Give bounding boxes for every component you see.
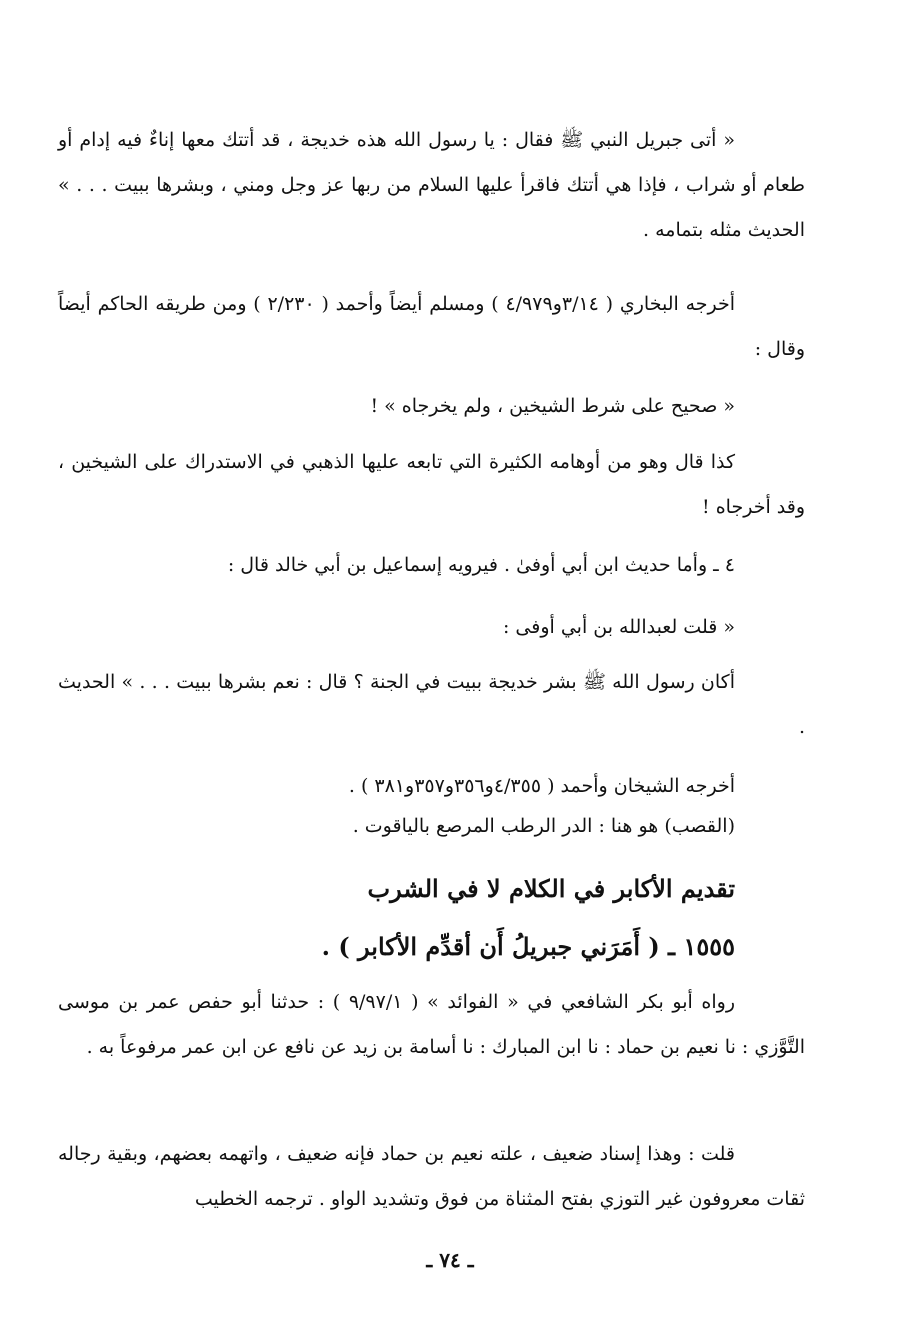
paragraph-shafii-fawaid: رواه أبو بكر الشافعي في « الفوائد » ( ٩/٩٧/١ ) : حدثنا أبو حفص عمر بن موسى التَّوَّزي : نا نعيم بن حماد : نا ابن المبارك : نا أسامة بن زيد عن نافع عن ابن عمر مرفوعاً به . <box>58 991 805 1058</box>
paragraph-hadith-jibril: « أتى جبريل النبي ﷺ فقال : يا رسول الله هذه خديجة ، قد أتتك معها إناءٌ فيه إدام أو طعام أو شراب ، فإذا هي أتتك فاقرأ عليها السلام من ربها عز وجل ومني ، وبشرها ببيت . . . » الحديث مثله بتمامه . <box>58 129 805 241</box>
section-heading: تقديم الأكابر في الكلام لا في الشرب <box>367 874 735 903</box>
hadith-heading-1555: ١٥٥٥ ـ ( أَمَرَني جبريلُ أَن أقدِّم الأكابر ) . <box>321 932 735 961</box>
paragraph-bushra-question: أكان رسول الله ﷺ بشر خديجة ببيت في الجنة ؟ قال : نعم بشرها ببيت . . . » الحديث . <box>58 671 805 738</box>
paragraph-isnad-weak: قلت : وهذا إسناد ضعيف ، علته نعيم بن حماد فإنه ضعيف ، واتهمه بعضهم، وبقية رجاله ثقات معروفون غير التوزي بفتح المثناة من فوق وتشديد الواو . ترجمه الخطيب <box>58 1143 805 1210</box>
paragraph-takhrij-bukhari: أخرجه البخاري ( ٣/١٤و٤/٩٧٩ ) ومسلم أيضاً وأحمد ( ٢/٢٣٠ ) ومن طريقه الحاكم أيضاً وقال : <box>58 293 805 360</box>
page-number: ـ ٧٤ ـ <box>426 1248 474 1272</box>
paragraph-takhrij-shaykhan: أخرجه الشيخان وأحمد ( ٤/٣٥٥و٣٥٦و٣٥٧و٣٨١ ) . <box>348 775 735 797</box>
paragraph-ibn-abi-awfa: ٤ ـ وأما حديث ابن أبي أوفىٰ . فيرويه إسماعيل بن أبي خالد قال : <box>227 554 735 576</box>
paragraph-abdullah-quote: « قلت لعبدالله بن أبي أوفى : <box>502 616 735 638</box>
paragraph-hakim-quote: « صحيح على شرط الشيخين ، ولم يخرجاه » ! <box>370 395 735 417</box>
paragraph-dhahabi-note: كذا قال وهو من أوهامه الكثيرة التي تابعه عليها الذهبي في الاستدراك على الشيخين ، وقد أخرجاه ! <box>58 451 805 518</box>
paragraph-qasab-definition: (القصب) هو هنا : الدر الرطب المرصع بالياقوت . <box>352 815 735 837</box>
